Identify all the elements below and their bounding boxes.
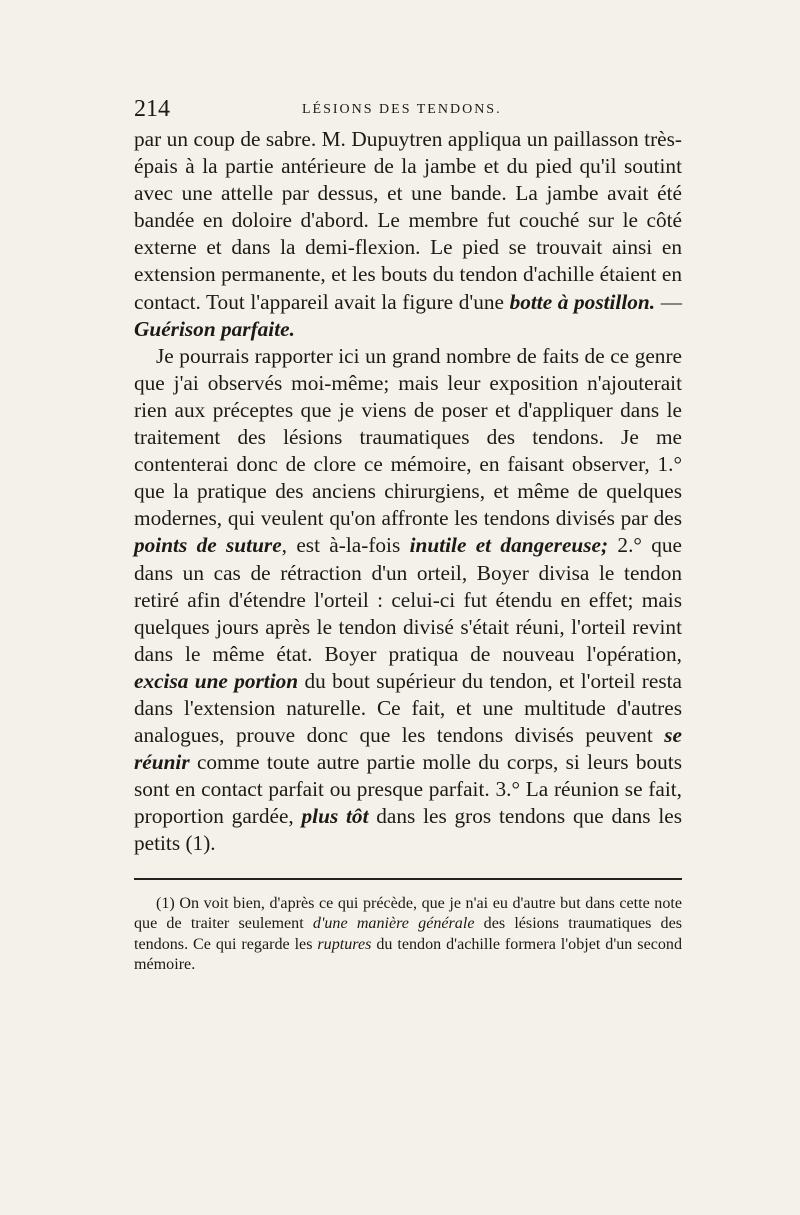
page-number: 214: [134, 96, 170, 122]
footnote-rule: [134, 878, 682, 880]
italic-phrase: d'une manière générale: [312, 915, 475, 933]
italic-phrase: excisa une portion: [134, 668, 299, 693]
italic-phrase: inutile et dangereuse;: [409, 533, 609, 558]
italic-phrase: plus tôt: [301, 804, 369, 829]
paragraph-2: Je pourrais rapporter ici un grand nombre de faits de ce genre que j'ai observés moi-même; mais leur exposition n'ajouterait rien aux préceptes que je viens de poser et d'appliquer dans le traitement des lésions traumatiques des tendons. Je me contenterai donc de clore ce mémoire, en faisant observer, 1.° que la pratique des anciens chirurgiens, et même de quelques modernes, qui veulent qu'on affronte les tendons divisés par des points de suture, est à-la-fois inutile et dangereuse; 2.° que dans un cas de rétraction d'un orteil, Boyer divisa le tendon retiré afin d'étendre l'orteil : celui-ci fut étendu en effet; mais quelques jours après le tendon divisé s'était réuni, l'orteil revint dans le même état. Boyer pratiqua de nouveau l'opération, excisa une portion du bout supérieur du tendon, et l'orteil resta dans l'extension naturelle. Ce fait, et une multitude d'autres analogues, prouve donc que les tendons divisés peuvent se réunir comme toute autre partie molle du corps, si leurs bouts sont en contact parfait ou presque parfait. 3.° La réunion se fait, proportion gardée, plus tôt dans les gros tendons que dans les petits (1).: [134, 343, 682, 856]
body-text: [134, 126, 682, 858]
italic-phrase: se réunir: [134, 723, 682, 775]
paragraph-1: par un coup de sabre. M. Dupuytren appliqua un paillasson très-épais à la partie antérieure de la jambe et du pied qu'il soutint avec une attelle par dessus, et une bande. La jambe avait été bandée en doloire d'abord. Le membre fut couché sur le côté externe et dans la demi-flexion. Le pied se trouvait ainsi en extension permanente, et les bouts du tendon d'achille étaient en contact. Tout l'appareil avait la figure d'une botte à postillon. — Guérison parfaite.: [134, 127, 682, 341]
page-header: [134, 96, 682, 126]
running-head: LÉSIONS DES TENDONS.: [302, 102, 502, 117]
footnote: (1) On voit bien, d'après ce qui précède, que je n'ai eu d'autre but dans cette note que de traiter seulement d'une manière générale des lésions traumatiques des tendons. Ce qui regarde les ruptures du tendon d'achille formera l'objet d'un second mémoire.: [134, 894, 682, 974]
page: [134, 96, 682, 976]
italic-phrase: botte à postillon.: [509, 289, 656, 314]
italic-phrase: Guérison parfaite.: [134, 316, 295, 341]
italic-phrase: ruptures: [317, 935, 372, 953]
italic-phrase: points de suture: [134, 533, 282, 558]
